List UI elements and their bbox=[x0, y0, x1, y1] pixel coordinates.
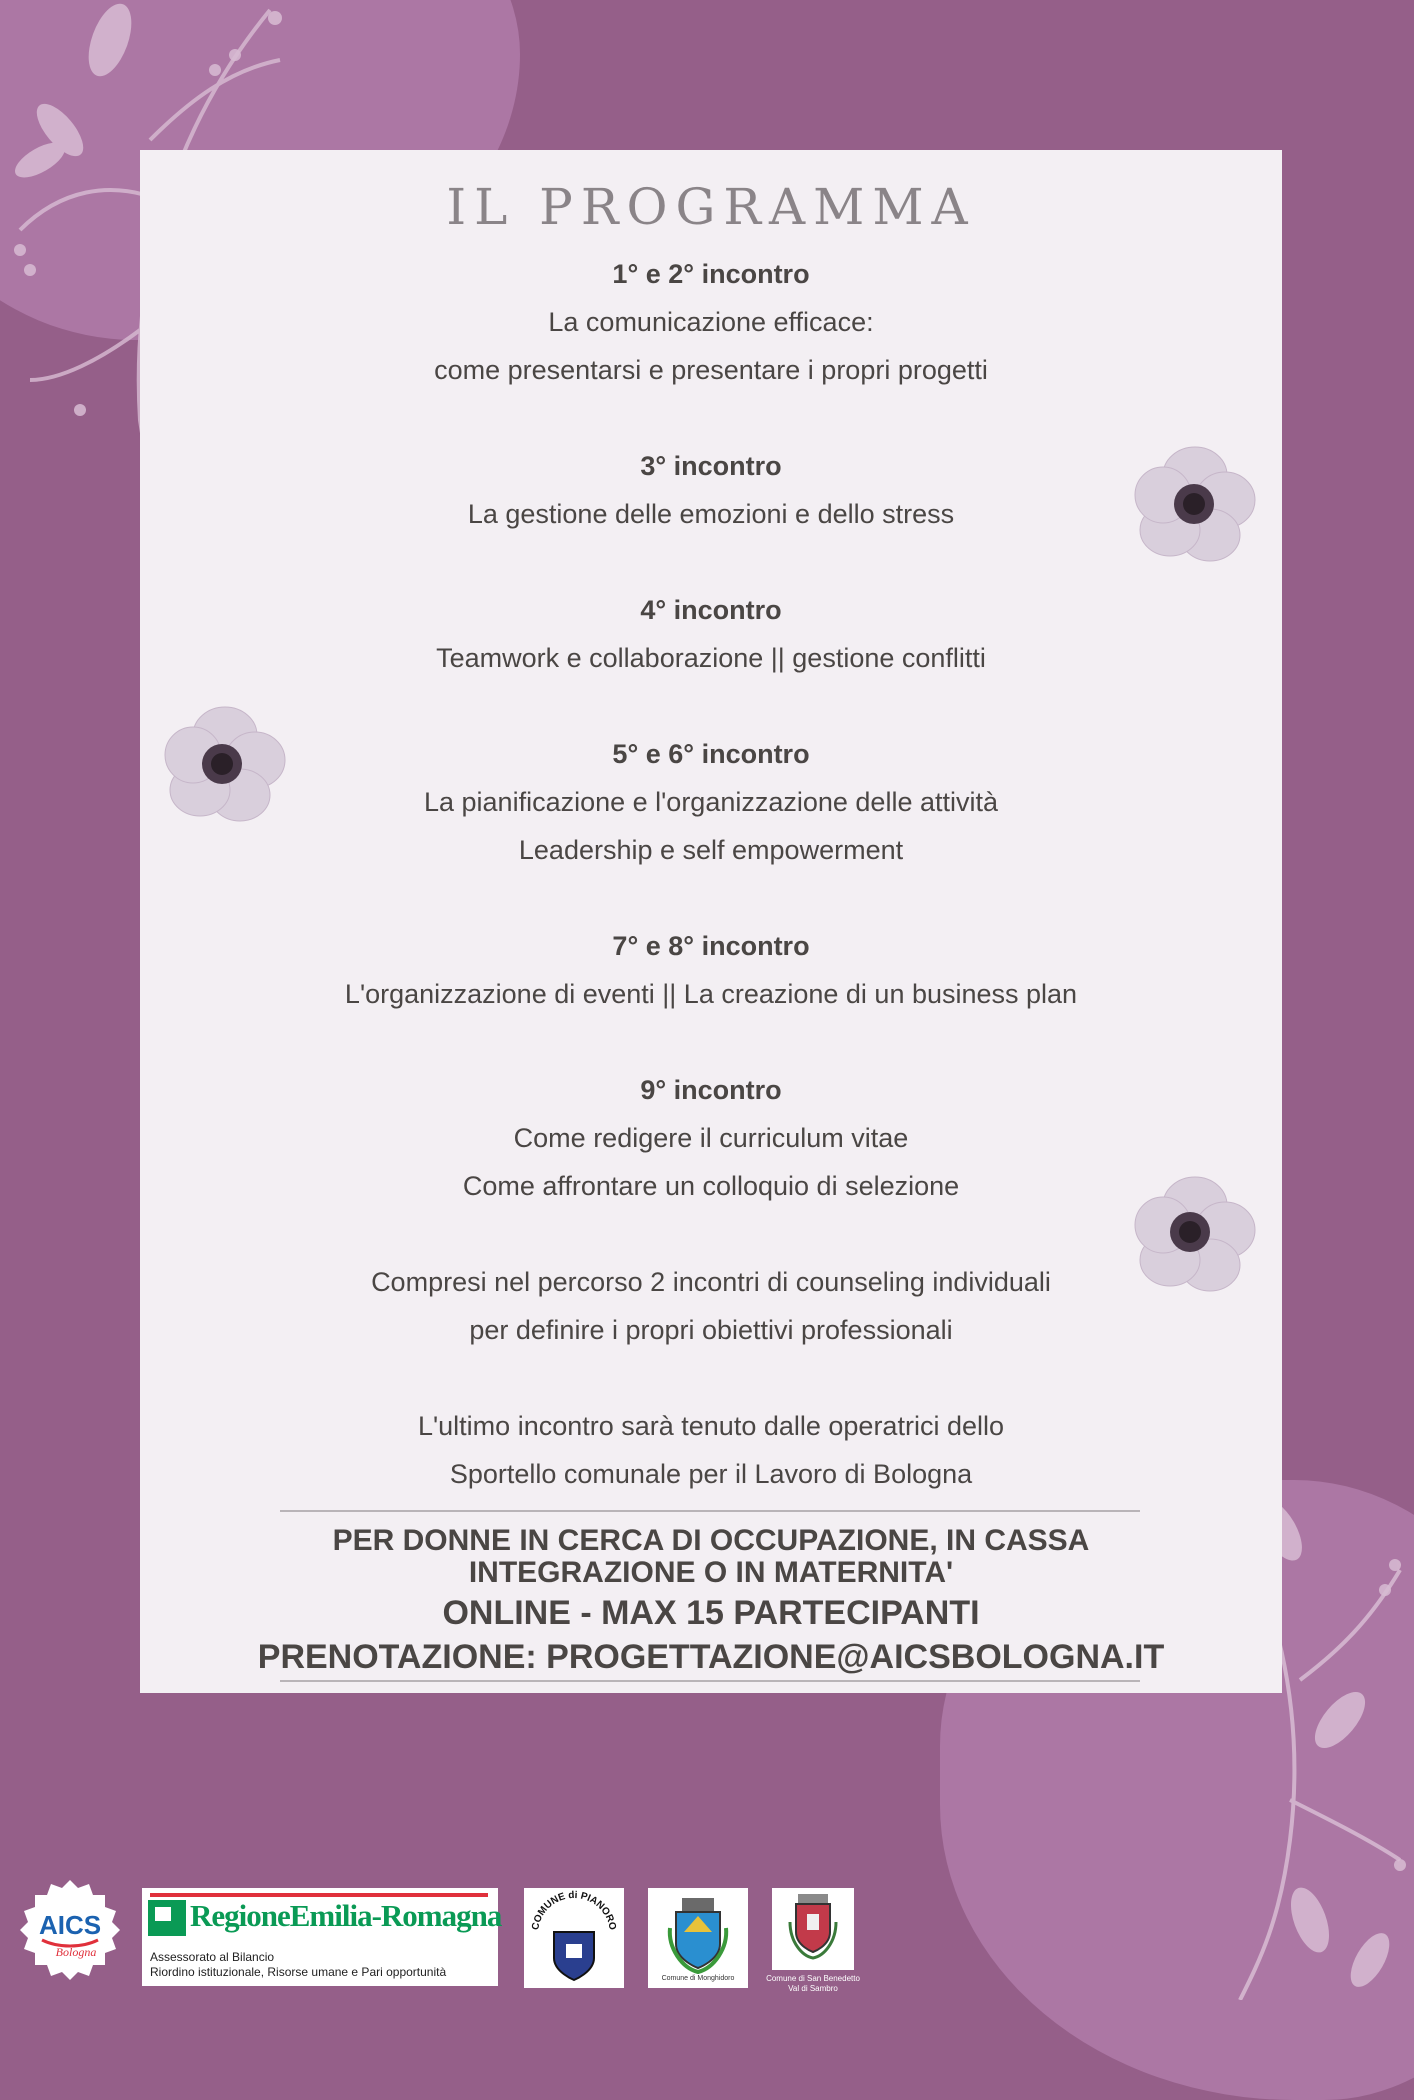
program-item bbox=[140, 730, 1282, 874]
comune-sambro-logo bbox=[772, 1888, 854, 1970]
regione-mark-icon bbox=[148, 1900, 186, 1936]
comune-monghidoro-logo bbox=[648, 1888, 748, 1988]
program-item bbox=[140, 586, 1282, 682]
page-title: IL PROGRAMMA bbox=[446, 178, 976, 236]
program-note bbox=[140, 1402, 1282, 1498]
comune-pianoro-logo bbox=[524, 1888, 624, 1988]
pianoro-crest-icon bbox=[524, 1888, 624, 1988]
program-item bbox=[140, 922, 1282, 1018]
sambro-crest-icon bbox=[772, 1888, 854, 1970]
anemone-flower-icon bbox=[1130, 1170, 1260, 1300]
divider-bottom bbox=[280, 1680, 1140, 1682]
program-card bbox=[140, 150, 1282, 1693]
sambro-name: Comune di San Benedetto Val di Sambro bbox=[766, 1974, 860, 1993]
program-list bbox=[140, 250, 1282, 1498]
aics-name: AICS bbox=[38, 1910, 102, 1940]
regione-name: RegioneEmilia-Romagna bbox=[190, 1898, 502, 1933]
program-item bbox=[140, 250, 1282, 394]
program-item bbox=[140, 442, 1282, 538]
anemone-flower-icon bbox=[155, 700, 295, 830]
program-line: Teamwork e collaborazione || gestione conflitti bbox=[436, 643, 986, 673]
program-line: come presentarsi e presentare i propri progetti bbox=[434, 355, 988, 385]
anemone-flower-icon bbox=[1130, 440, 1260, 570]
svg-text:COMUNE di PIANORO bbox=[530, 1890, 618, 1931]
online-max-participants: ONLINE - MAX 15 PARTECIPANTI bbox=[442, 1594, 980, 1632]
program-line: Come affrontare un colloquio di selezione bbox=[462, 1171, 960, 1201]
program-line: Come redigere il curriculum vitae bbox=[513, 1123, 909, 1153]
program-line: La comunicazione efficace: bbox=[548, 307, 874, 337]
program-line: Leadership e self empowerment bbox=[518, 835, 904, 865]
program-line: L'organizzazione di eventi || La creazione di un business plan bbox=[344, 979, 1078, 1009]
program-line: La pianificazione e l'organizzazione delle attività bbox=[423, 787, 998, 817]
regione-red-bar bbox=[150, 1893, 488, 1897]
program-heading: 7° e 8° incontro bbox=[612, 931, 810, 961]
monghidoro-name: Comune di Monghidoro bbox=[661, 1975, 735, 1982]
target-audience bbox=[140, 1525, 1282, 1589]
program-heading: 5° e 6° incontro bbox=[612, 739, 810, 769]
program-note bbox=[140, 1258, 1282, 1354]
program-heading: 3° incontro bbox=[640, 451, 782, 481]
aics-bologna-logo bbox=[18, 1878, 122, 1982]
regione-line-1: Assessorato al Bilancio bbox=[150, 1950, 275, 1964]
divider-top bbox=[280, 1510, 1140, 1512]
program-heading: 1° e 2° incontro bbox=[612, 259, 810, 289]
program-line: L'ultimo incontro sarà tenuto dalle operatrici dello bbox=[418, 1411, 1004, 1441]
program-line: Sportello comunale per il Lavoro di Bologna bbox=[449, 1459, 973, 1489]
regione-line-2: Riordino istituzionale, Risorse umane e Pari opportunità bbox=[150, 1965, 447, 1979]
aics-sub: Bologna bbox=[55, 1945, 97, 1959]
program-heading: 9° incontro bbox=[640, 1075, 782, 1105]
monghidoro-crest-icon bbox=[648, 1888, 748, 1988]
program-item bbox=[140, 1066, 1282, 1210]
program-heading: 4° incontro bbox=[640, 595, 782, 625]
booking-email: PRENOTAZIONE: PROGETTAZIONE@AICSBOLOGNA.IT bbox=[257, 1638, 1165, 1676]
target-audience-text: PER DONNE IN CERCA DI OCCUPAZIONE, IN CASSA INTEGRAZIONE O IN MATERNITA' bbox=[332, 1524, 1090, 1589]
program-line: La gestione delle emozioni e dello stress bbox=[467, 499, 955, 529]
pianoro-name: COMUNE di PIANORO bbox=[530, 1889, 618, 1931]
regione-emilia-romagna-logo bbox=[142, 1888, 502, 1986]
program-line: Compresi nel percorso 2 incontri di counseling individuali bbox=[371, 1267, 1051, 1297]
sponsor-logos bbox=[0, 1870, 900, 2000]
program-line: per definire i propri obiettivi professionali bbox=[469, 1315, 953, 1345]
